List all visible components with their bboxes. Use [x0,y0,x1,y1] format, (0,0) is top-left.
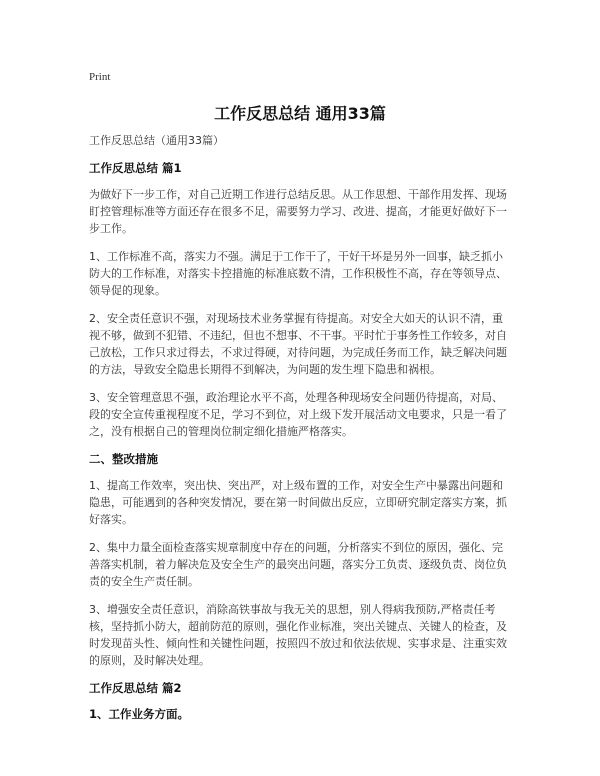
subsection-heading-business: 1、工作业务方面。 [89,707,190,721]
paragraph-issue-1: 1、工作标准不高，落实力不强。满足于工作干了，干好干坏是另外一回事，缺乏抓小防大的工作标准，对落实卡控措施的标准底数不清，工作积极性不高，存在等领导点、领导促的现象。 [89,250,507,297]
section-heading-2: 工作反思总结 篇2 [89,681,182,695]
paragraph-issue-2: 2、安全责任意识不强，对现场技术业务掌握有待提高。对安全大如天的认识不清，重视不够，做到不犯错、不违纪，但也不想事、不干事。平时忙于事务性工作较多，对自己放松，工作只求过得去，不求过得硬，对待问题，为完成任务而工作，缺乏解决问题的方法，导致安全隐患长期得不到解决，为问题的发生埋下隐患和祸根。 [89,312,507,376]
section-heading-1: 工作反思总结 篇1 [89,161,182,175]
paragraph-measure-1: 1、提高工作效率，突出快、突出严，对上级布置的工作，对安全生产中暴露出问题和隐患，可能遇到的各种突发情况，要在第一时间做出反应，立即研究制定落实方案，抓好落实。 [89,479,507,526]
paragraph-measure-2: 2、集中力量全面检查落实规章制度中存在的问题，分析落实不到位的原因，强化、完善落实机制，着力解决危及安全生产的最突出问题，落实分工负责、逐级负责、岗位负责的安全生产责任制。 [89,541,507,588]
section-heading-measures: 二、整改措施 [89,452,158,466]
paragraph-measure-3: 3、增强安全责任意识，消除高铁事故与我无关的思想，别人得病我预防,严格责任考核，坚持抓小防大，超前防范的原则，强化作业标准，突出关键点、关键人的检查，及时发现苗头性、倾向性和关键性问题，按照四不放过和依法依规、实事求是、注重实效的原则，及时解决处理。 [89,603,507,667]
paragraph-issue-3: 3、安全管理意思不强，政治理论水平不高，处理各种现场安全问题仍待提高，对局、段的安全宣传重视程度不足，学习不到位，对上级下发开展活动文电要求，只是一看了之，没有根据自己的管理岗位制定细化措施严格落实。 [89,391,507,438]
document-subtitle: 工作反思总结（通用33篇） [89,134,224,147]
page-title: 工作反思总结 通用33篇 [214,104,386,123]
paragraph-intro: 为做好下一步工作，对自己近期工作进行总结反思。从工作思想、干部作用发挥、现场盯控管理标准等方面还存在很多不足，需要努力学习、改进、提高，才能更好做好下一步工作。 [89,188,507,235]
document-body [89,133,513,732]
print-link[interactable]: Print [89,71,111,83]
